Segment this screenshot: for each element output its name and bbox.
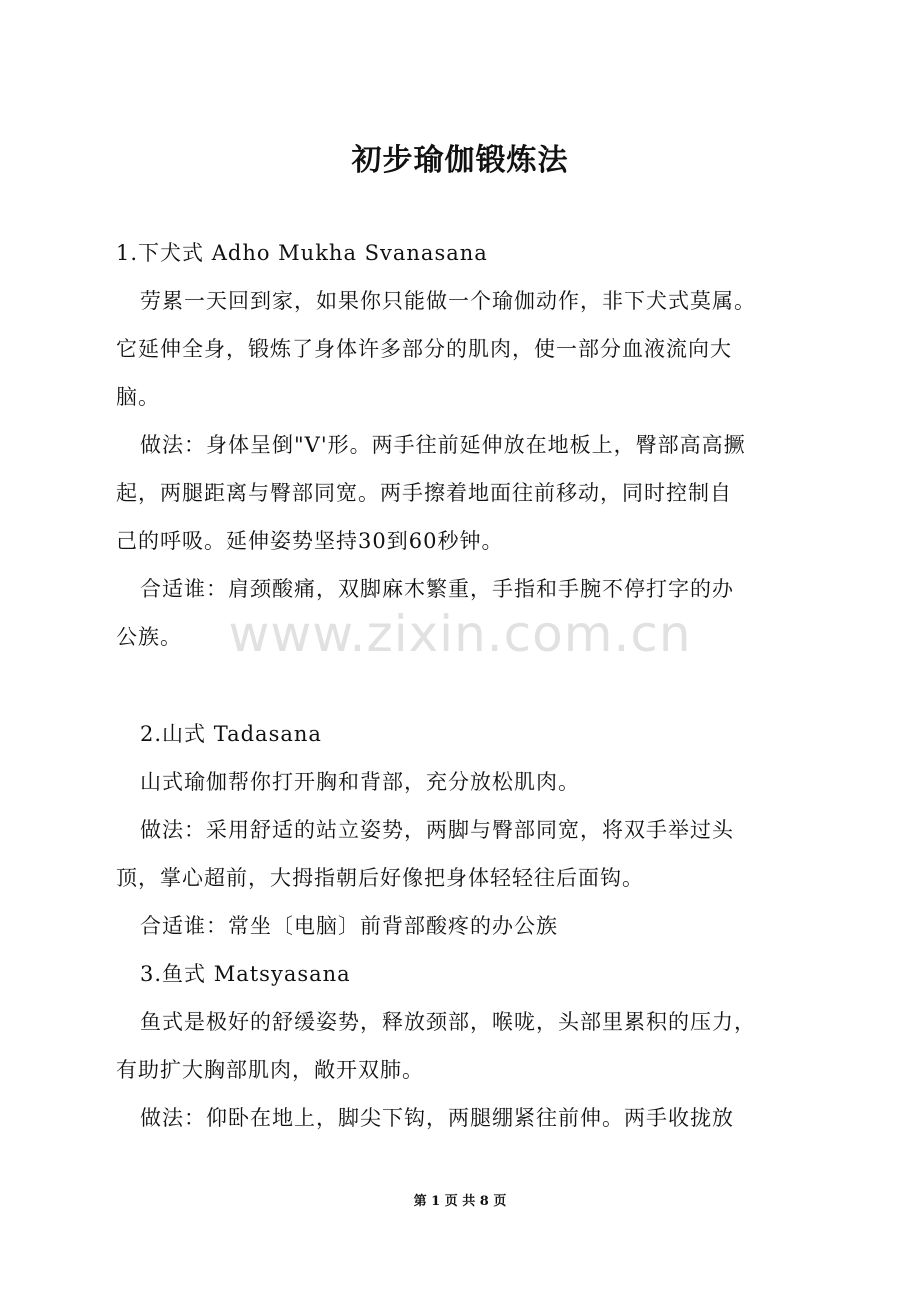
section-heading-1: 1.下犬式 Adho Mukha Svanasana [116,241,488,265]
paragraph-line: 顶，掌心超前，大拇指朝后好像把身体轻轻往后面钩。 [116,866,644,890]
paragraph-line: 起，两腿距离与臀部同宽。两手擦着地面往前移动，同时控制自 [116,481,732,505]
paragraph-line: 劳累一天回到家，如果你只能做一个瑜伽动作，非下犬式莫属。 [140,289,756,313]
paragraph-line: 它延伸全身，锻炼了身体许多部分的肌肉，使一部分血液流向大 [116,337,732,361]
watermark: www.zixin.com.cn [228,605,692,663]
page-footer: 第 1 页 共 8 页 [413,1194,507,1209]
document-title: 初步瑜伽锻炼法 [351,143,569,178]
paragraph-line: 做法：仰卧在地上，脚尖下钩，两腿绷紧往前伸。两手收拢放 [140,1106,734,1130]
paragraph-line: 己的呼吸。延伸姿势坚持30到60秒钟。 [116,529,504,553]
paragraph-line: 公族。 [116,625,182,649]
section-heading-2: 2.山式 Tadasana [140,722,322,746]
paragraph-line: 合适谁：肩颈酸痛，双脚麻木繁重，手指和手腕不停打字的办 [140,577,734,601]
paragraph-line: 做法：采用舒适的站立姿势，两脚与臀部同宽，将双手举过头 [140,818,734,842]
section-heading-3: 3.鱼式 Matsyasana [140,962,351,986]
paragraph-line: 做法：身体呈倒"V'形。两手往前延伸放在地板上，臀部高高撅 [140,433,746,457]
paragraph-line: 合适谁：常坐〔电脑〕前背部酸疼的办公族 [140,914,558,938]
paragraph-line: 脑。 [116,385,160,409]
paragraph-line: 山式瑜伽帮你打开胸和背部，充分放松肌肉。 [140,770,580,794]
paragraph-line: 鱼式是极好的舒缓姿势，释放颈部，喉咙，头部里累积的压力， [140,1010,756,1034]
paragraph-line: 有助扩大胸部肌肉，敞开双肺。 [116,1058,424,1082]
